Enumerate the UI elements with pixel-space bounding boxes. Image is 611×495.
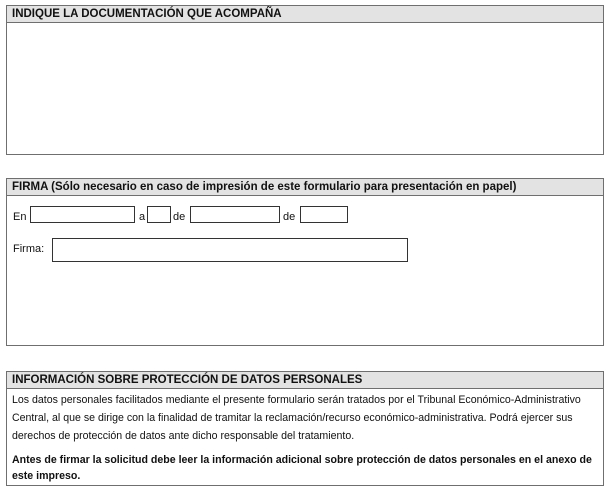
label-firma: Firma:	[13, 243, 45, 255]
privacy-notice-bold: Antes de firmar la solicitud debe leer la información adicional sobre protección de datos personales en el anexo de este impreso.	[12, 454, 592, 482]
dia-field[interactable]	[147, 206, 171, 223]
privacy-text: Los datos personales facilitados mediante el presente formulario serán tratados por el Tribunal Económico-Administrativo Central, al que se dirige con la finalidad de tramitar la reclamación/recurso económico-administrativa. Podrá ejercer sus derechos de protección de datos ante dicho responsable del tratamiento.	[12, 394, 581, 442]
firma-header: FIRMA (Sólo necesario en caso de impresión de este formulario para presentación en papel)	[7, 179, 603, 196]
documentacion-header: INDIQUE LA DOCUMENTACIÓN QUE ACOMPAÑA	[7, 6, 603, 23]
documentacion-section	[6, 5, 604, 155]
label-en: En	[13, 211, 27, 223]
mes-field[interactable]	[190, 206, 280, 223]
label-a: a	[139, 211, 146, 223]
firma-field[interactable]	[52, 238, 408, 262]
firma-section	[6, 178, 604, 346]
documentacion-textarea[interactable]	[7, 23, 603, 155]
lugar-field[interactable]	[30, 206, 135, 223]
label-de-1: de	[173, 211, 186, 223]
datos-personales-section	[6, 371, 604, 486]
anio-field[interactable]	[300, 206, 348, 223]
label-de-2: de	[283, 211, 296, 223]
datos-personales-header: INFORMACIÓN SOBRE PROTECCIÓN DE DATOS PERSONALES	[7, 372, 603, 389]
